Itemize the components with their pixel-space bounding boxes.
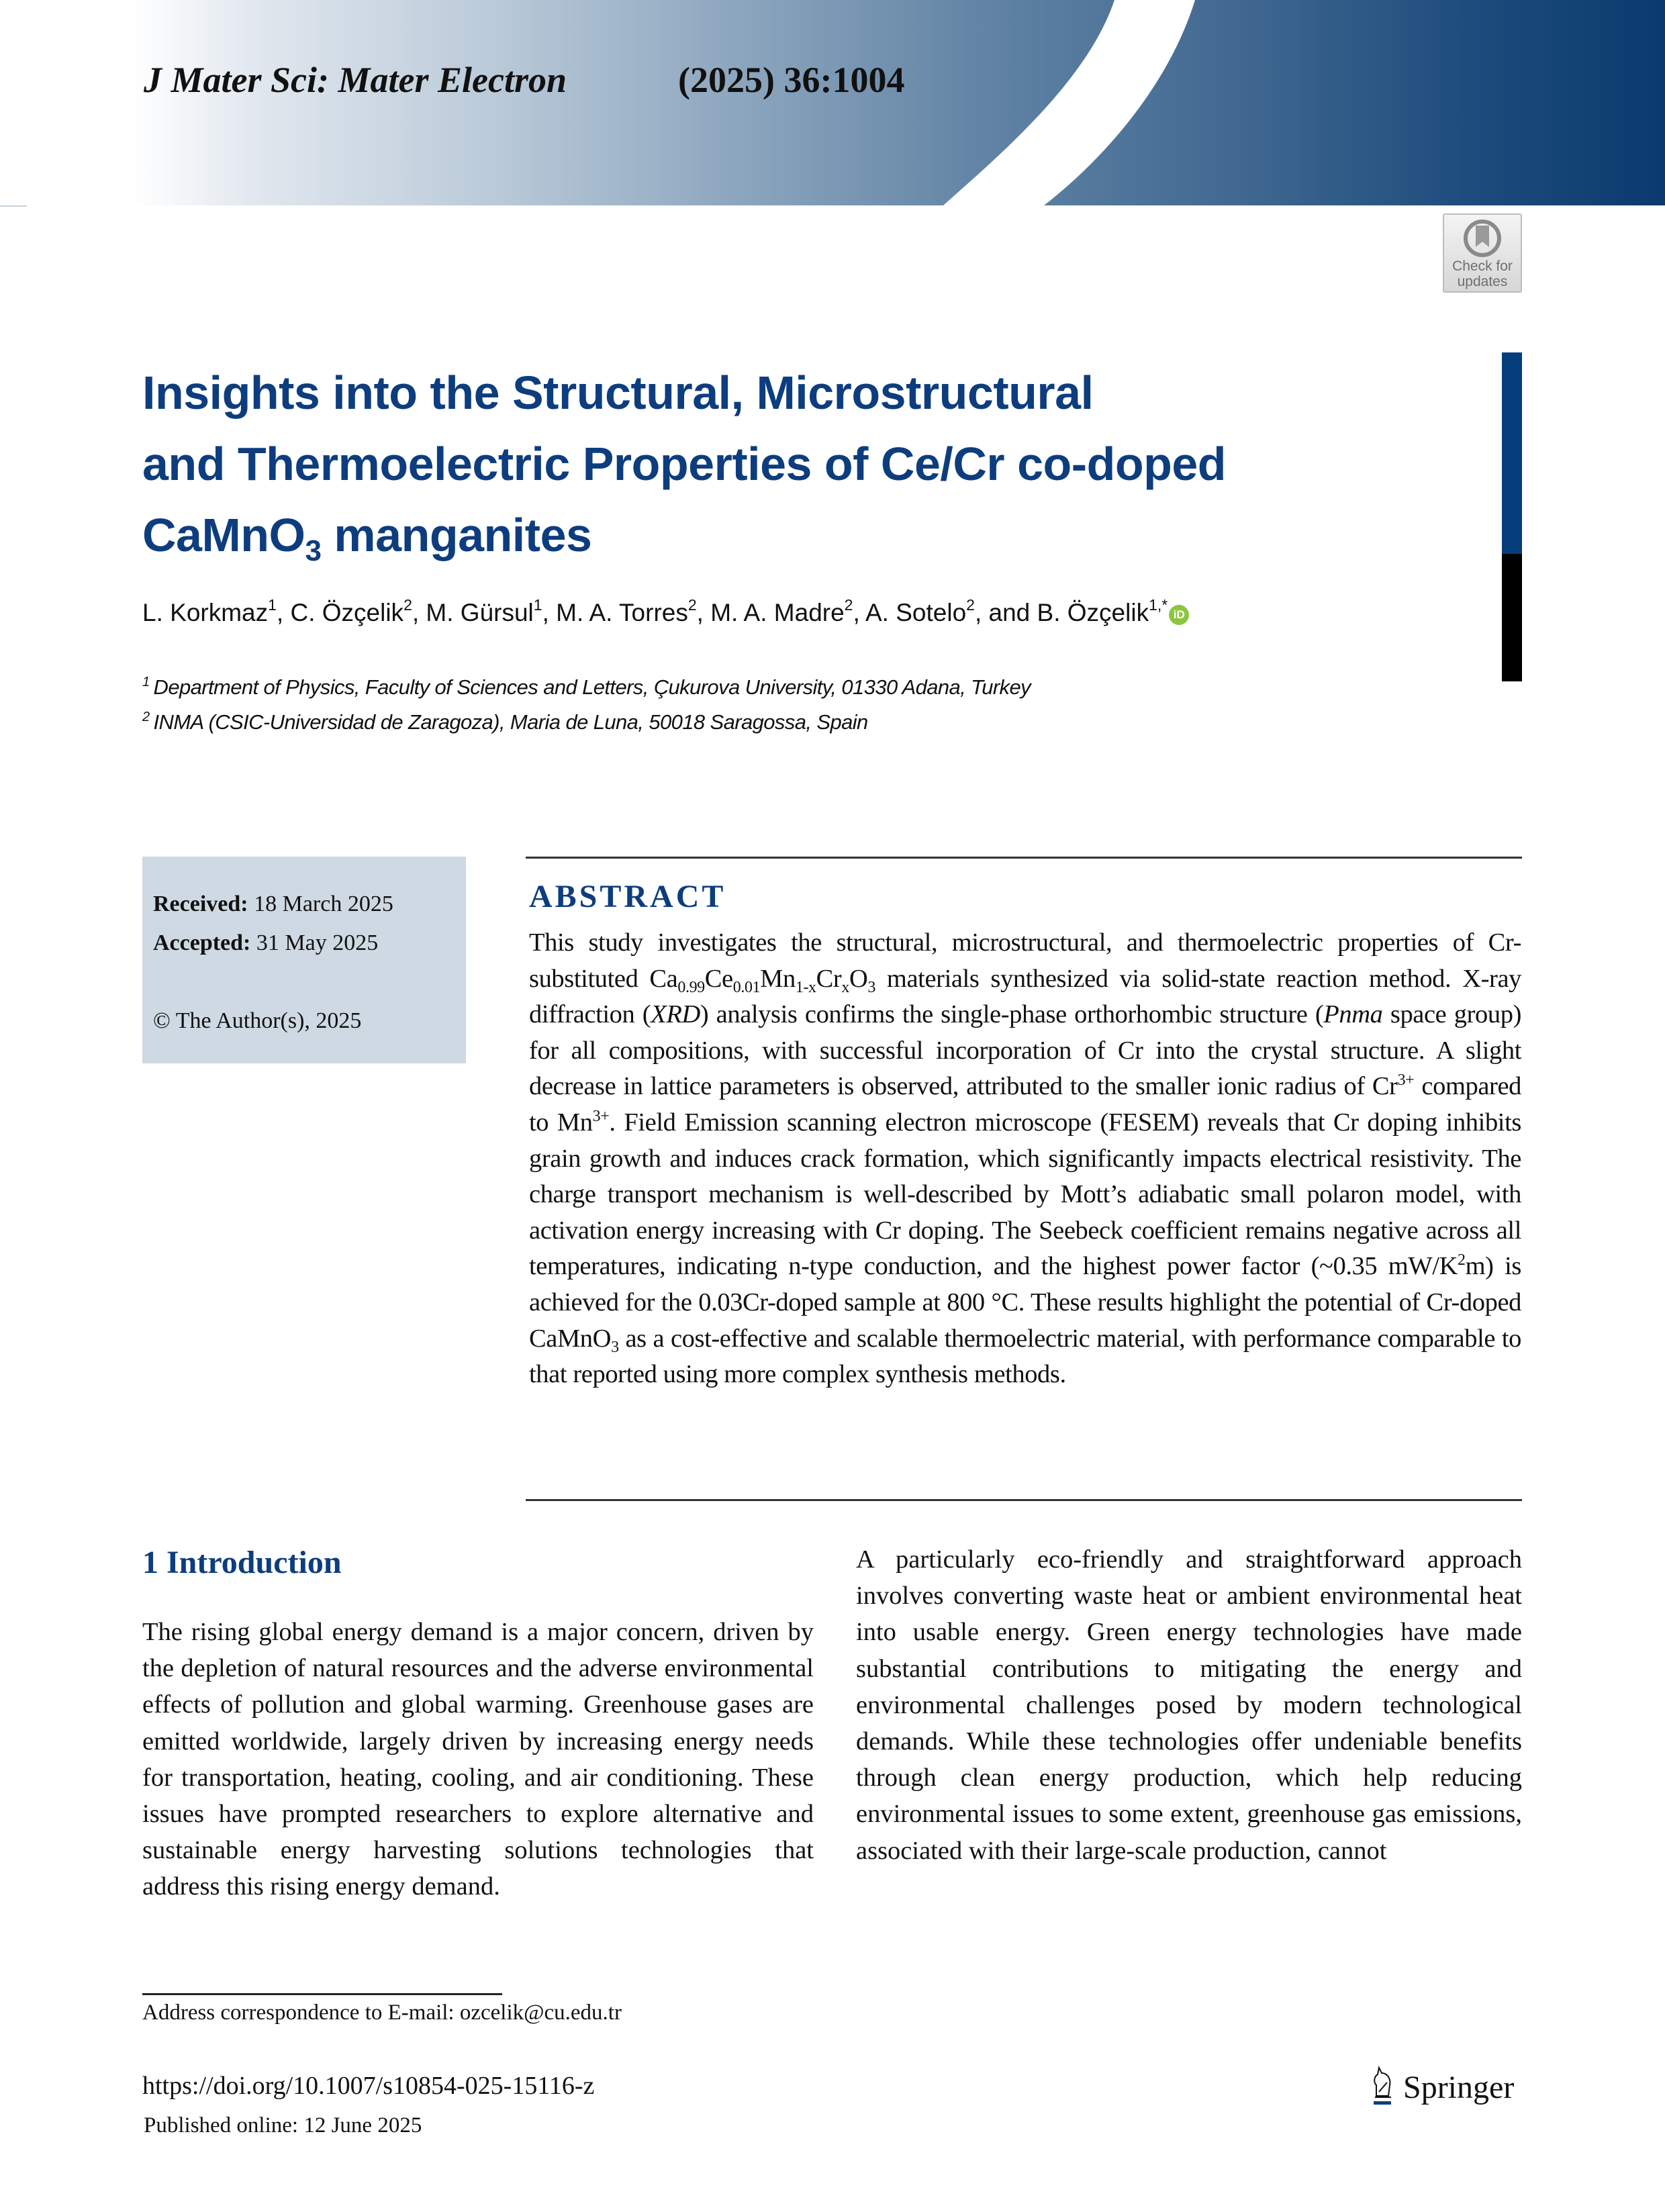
author-list: L. Korkmaz$^1$, C. Özçelik$^2$, M. Gürsul$^1$, M. A. Torres$^2$, M. A. Madre$^2$, A. Sotelo$^2$, and B. Özçelik$^{1,*}$iD (142, 599, 1418, 627)
title-line-3: CaMnO$_3$ manganites (142, 509, 592, 567)
section-heading-introduction: 1 Introduction (142, 1545, 342, 1580)
springer-logo (1370, 2065, 1514, 2107)
article-title (142, 357, 1418, 571)
intro-paragraph-left: The rising global energy demand is a major concern, driven by the depletion of natural resources and the adverse environmental effects of pollution and global warming. Greenhouse gases are emitted worldwide, largely driven by increasing energy needs for transportation, heating, cooling, and air conditioning. These issues have prompted researchers to explore alternative and sustainable energy harvesting solutions technologies that address this rising energy demand. (142, 1618, 814, 1901)
accepted-date: Accepted: 31 May 2025 (153, 930, 379, 955)
abstract-heading: ABSTRACT (529, 879, 726, 914)
intro-paragraph-right: A particularly eco-friendly and straightforward approach involves converting waste heat or ambient environmental heat into usable energy. Green energy technologies have made substantial contributions to mitigating the energy and environmental challenges posed by modern technological demands. While these technologies offer undeniable benefits through clean energy production, which help reducing environmental issues to some extent, greenhouse gas emissions, associated with their large-scale production, cannot (856, 1545, 1522, 1865)
doi-link[interactable]: https://doi.org/10.1007/s10854-025-15116-z (142, 2072, 595, 2100)
journal-issue: (2025) 36:1004 (678, 60, 905, 100)
title-line-2: and Thermoelectric Properties of Ce/Cr co-doped (142, 438, 1227, 490)
footnote-rule (142, 1993, 502, 1995)
author[interactable]: M. A. Madre$^2$ (710, 596, 853, 626)
journal-name: J Mater Sci: Mater Electron (144, 60, 567, 100)
abstract-top-rule (526, 857, 1522, 859)
author[interactable]: A. Sotelo$^2$ (865, 596, 975, 626)
published-date: Published online: 12 June 2025 (144, 2113, 422, 2137)
article-history-box (142, 857, 466, 1063)
header-divider (0, 205, 27, 207)
affiliation-1: $^1$ Department of Physics, Faculty of Sciences and Letters, Çukurova University, 01330 Adana, Turkey (142, 675, 1031, 699)
copyright-notice: © The Author(s), 2025 (153, 1008, 362, 1033)
check-for-updates-line1: Check for (1452, 258, 1513, 274)
side-accent-bar-black (1502, 554, 1522, 681)
correspondence-footnote: Address correspondence to E-mail: ozcelik@cu.edu.tr (142, 2001, 622, 2025)
check-for-updates-icon (1463, 219, 1502, 258)
affiliation-2: $^2$ INMA (CSIC-Universidad de Zaragoza), Maria de Luna, 50018 Saragossa, Spain (142, 710, 868, 734)
check-for-updates-line2: updates (1457, 274, 1508, 289)
chemical-formula: $Ca_{0.99}Ce_{0.01}Mn_{1-x}Cr_xO_3$ (649, 964, 875, 996)
springer-wordmark: Springer (1403, 2070, 1515, 2105)
author[interactable]: L. Korkmaz$^1$ (142, 596, 277, 626)
author-corresponding[interactable]: B. Özçelik$^{1,*}$ (1037, 596, 1168, 626)
abstract-bottom-rule (526, 1499, 1522, 1501)
orcid-icon[interactable]: iD (1169, 605, 1189, 625)
received-date: Received: 18 March 2025 (153, 892, 393, 916)
author[interactable]: M. Gürsul$^1$ (426, 596, 542, 626)
header-swoosh-decoration (0, 0, 1665, 205)
springer-horse-icon (1370, 2065, 1396, 2107)
check-for-updates-button[interactable] (1443, 213, 1522, 293)
author[interactable]: C. Özçelik$^2$ (290, 596, 412, 626)
abstract-text: This study investigates the structural, microstructural, and thermoelectric properties of Cr-substituted $Ca_{0.99}Ce_{0.01}Mn_{1-x}Cr_xO_3$ materials synthesized via solid-state reaction method. X-ray diffraction (XRD) analysis confirms the single-phase orthorhombic structure (Pnma space group) for all compositions, with successful incorporation of Cr into the crystal structure. A slight decrease in lattice parameters is observed, attributed to the smaller ionic radius of $Cr^{3+}$ compared to $Mn^{3+}$. Field Emission scanning electron microscope (FESEM) reveals that Cr doping inhibits grain growth and induces crack formation, which significantly impacts electrical resistivity. The charge transport mechanism is well-described by Mott’s adiabatic small polaron model, with activation energy increasing with Cr doping. The Seebeck coefficient remains negative across all temperatures, indicating n-type conduction, and the highest power factor (~0.35 $mW/K^2m$) is achieved for the 0.03Cr-doped sample at 800 °C. These results highlight the potential of Cr-doped CaMnO$_3$ as a cost-effective and scalable thermoelectric material, with performance comparable to that reported using more complex synthesis methods. (529, 928, 1522, 1389)
journal-header-band (0, 0, 1665, 205)
side-accent-bar-blue (1502, 352, 1522, 554)
author[interactable]: M. A. Torres$^2$ (556, 596, 697, 626)
title-line-1: Insights into the Structural, Microstructural (142, 367, 1094, 419)
